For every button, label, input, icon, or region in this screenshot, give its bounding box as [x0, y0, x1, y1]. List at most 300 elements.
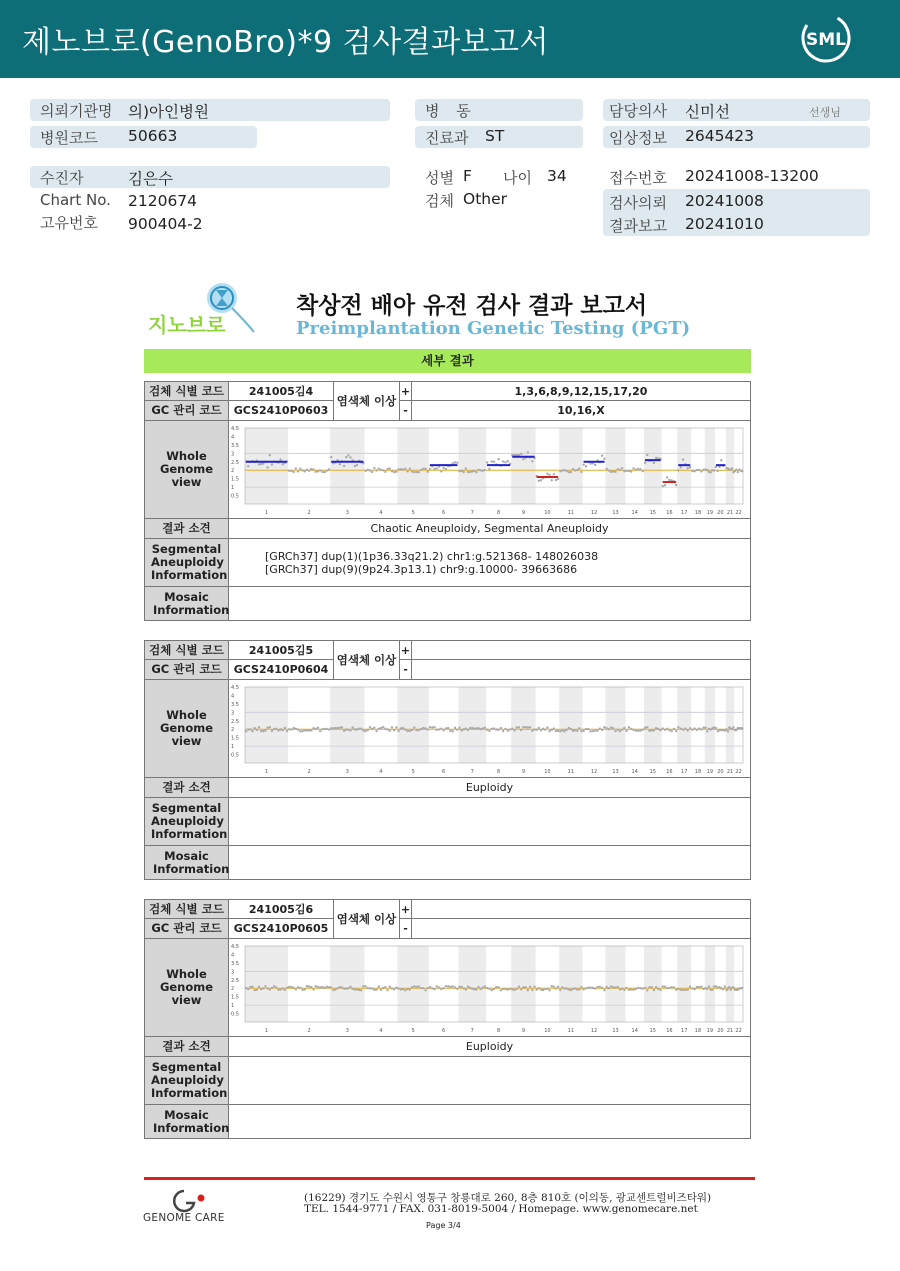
copy-number-point — [286, 986, 288, 988]
copy-number-point — [557, 729, 559, 731]
copy-number-point — [555, 729, 557, 731]
copy-number-point — [639, 729, 641, 731]
copy-number-point — [391, 470, 393, 472]
x-tick-label: 1 — [264, 1027, 269, 1034]
copy-number-point — [299, 986, 301, 988]
copy-number-point — [520, 452, 522, 454]
copy-number-point — [486, 461, 488, 463]
copy-number-point — [418, 985, 420, 987]
copy-number-point — [315, 470, 317, 472]
copy-number-point — [321, 985, 323, 987]
gain-chromosomes — [412, 641, 751, 660]
copy-number-point — [345, 987, 347, 989]
copy-number-point — [578, 727, 580, 729]
receipt-label: 접수번호 — [609, 169, 667, 187]
copy-number-point — [610, 726, 612, 728]
copy-number-point — [362, 729, 364, 731]
gc-code-label: GC 관리 코드 — [145, 401, 229, 421]
copy-number-point — [341, 726, 343, 728]
copy-number-point — [406, 729, 408, 731]
pgt-title-korean: 착상전 배아 유전 검사 결과 보고서 — [296, 293, 648, 319]
sample-id-label: 검체 식별 코드 — [145, 641, 229, 660]
copy-number-point — [589, 986, 591, 988]
copy-number-point — [653, 461, 655, 463]
sml-logo — [800, 12, 852, 64]
copy-number-point — [677, 987, 679, 989]
copy-number-point — [621, 728, 623, 730]
copy-number-point — [395, 726, 397, 728]
copy-number-point — [664, 728, 666, 730]
copy-number-point — [651, 729, 653, 731]
copy-number-point — [706, 469, 708, 471]
copy-number-point — [271, 986, 273, 988]
gc-code-label: GC 관리 코드 — [145, 660, 229, 680]
y-tick-label: 4 — [231, 692, 235, 699]
copy-number-point — [304, 988, 306, 990]
copy-number-point — [546, 472, 548, 474]
x-tick-label: 19 — [706, 768, 714, 775]
copy-number-point — [295, 467, 297, 469]
copy-number-point — [482, 727, 484, 729]
x-tick-label: 8 — [496, 1027, 501, 1034]
copy-number-point — [347, 728, 349, 730]
copy-number-point — [477, 985, 479, 987]
copy-number-point — [330, 727, 332, 729]
copy-number-point — [411, 728, 413, 730]
y-tick-label: 3 — [231, 968, 235, 975]
copy-number-point — [504, 987, 506, 989]
svg-text:SML: SML — [806, 30, 846, 50]
copy-number-point — [279, 988, 281, 990]
x-tick-label: 20 — [717, 509, 724, 516]
copy-number-point — [495, 728, 497, 730]
copy-number-point — [351, 726, 353, 728]
copy-number-point — [646, 989, 648, 991]
y-tick-label: 1 — [231, 743, 235, 750]
x-tick-label: 21 — [726, 768, 734, 775]
minus-sign: - — [400, 401, 412, 421]
whole-genome-label: Whole Genome view — [145, 680, 229, 778]
copy-number-point — [666, 987, 668, 989]
copy-number-point — [544, 728, 546, 730]
copy-number-point — [275, 727, 277, 729]
copy-number-point — [317, 986, 319, 988]
copy-number-point — [290, 469, 292, 471]
copy-number-point — [725, 728, 727, 730]
copy-number-point — [570, 470, 572, 472]
chromosome-band — [677, 687, 691, 763]
copy-number-point — [447, 726, 449, 728]
copy-number-point — [262, 462, 264, 464]
copy-number-point — [375, 469, 377, 471]
y-tick-label: 3.5 — [231, 960, 239, 967]
copy-number-point — [449, 985, 451, 987]
copy-number-point — [356, 463, 358, 465]
copy-number-point — [608, 986, 610, 988]
copy-number-point — [386, 728, 388, 730]
copy-number-point — [402, 987, 404, 989]
copy-number-point — [424, 727, 426, 729]
copy-number-point — [431, 726, 433, 728]
copy-number-point — [644, 461, 646, 463]
copy-number-point — [445, 984, 447, 986]
segmental-value — [229, 539, 751, 587]
copy-number-point — [596, 985, 598, 987]
copy-number-point — [493, 987, 495, 989]
copy-number-point — [490, 988, 492, 990]
copy-number-point — [653, 729, 655, 731]
copy-number-point — [619, 988, 621, 990]
copy-number-point — [529, 985, 531, 987]
copy-number-point — [328, 728, 330, 730]
copy-number-point — [429, 985, 431, 987]
copy-number-point — [404, 728, 406, 730]
x-tick-label: 1 — [264, 768, 269, 775]
copy-number-point — [442, 466, 444, 468]
mosaic-value — [229, 846, 751, 880]
copy-number-point — [310, 985, 312, 987]
copy-number-point — [479, 987, 481, 989]
chromosome-band — [458, 687, 486, 763]
copy-number-point — [687, 729, 689, 731]
copy-number-point — [642, 469, 644, 471]
copy-number-point — [619, 729, 621, 731]
copy-number-point — [477, 726, 479, 728]
copy-number-point — [664, 985, 666, 987]
y-tick-label: 3 — [231, 450, 235, 457]
copy-number-point — [668, 728, 670, 730]
copy-number-point — [608, 469, 610, 471]
copy-number-point — [471, 470, 473, 472]
copy-number-point — [369, 469, 371, 471]
sample-id-value: 241005김4 — [229, 382, 334, 401]
sex-label: 성별 — [425, 169, 454, 187]
copy-number-point — [427, 728, 429, 730]
chromosome-band — [644, 428, 662, 504]
copy-number-point — [456, 728, 458, 730]
chromosome-band — [606, 946, 626, 1022]
copy-number-point — [288, 469, 290, 471]
copy-number-point — [653, 988, 655, 990]
copy-number-point — [635, 729, 637, 731]
copy-number-point — [682, 458, 684, 460]
chromosome-band — [458, 946, 486, 1022]
doctor-value: 신미선 — [685, 103, 730, 121]
copy-number-point — [497, 986, 499, 988]
chromosome-band — [511, 428, 535, 504]
copy-number-point — [458, 726, 460, 728]
copy-number-point — [251, 729, 253, 731]
copy-number-point — [454, 986, 456, 988]
copy-number-point — [343, 464, 345, 466]
copy-number-point — [664, 483, 666, 485]
copy-number-point — [465, 467, 467, 469]
copy-number-point — [452, 985, 454, 987]
copy-number-point — [445, 727, 447, 729]
x-tick-label: 17 — [681, 1027, 688, 1034]
copy-number-point — [715, 465, 717, 467]
copy-number-point — [612, 470, 614, 472]
copy-number-point — [465, 988, 467, 990]
copy-number-point — [689, 466, 691, 468]
copy-number-point — [682, 988, 684, 990]
chromosome-band — [606, 428, 626, 504]
copy-number-point — [655, 726, 657, 728]
copy-number-point — [680, 988, 682, 990]
x-tick-label: 8 — [496, 768, 501, 775]
copy-number-point — [574, 729, 576, 731]
copy-number-point — [367, 728, 369, 730]
copy-number-point — [411, 470, 413, 472]
copy-number-point — [356, 988, 358, 990]
copy-number-point — [406, 470, 408, 472]
copy-number-point — [610, 470, 612, 472]
copy-number-point — [580, 470, 582, 472]
copy-number-point — [369, 726, 371, 728]
x-tick-label: 16 — [666, 509, 673, 516]
copy-number-point — [400, 468, 402, 470]
report-header — [0, 0, 900, 78]
copy-number-point — [336, 726, 338, 728]
page-number: Page 3/4 — [426, 1221, 461, 1230]
x-tick-label: 13 — [612, 1027, 619, 1034]
copy-number-point — [356, 728, 358, 730]
copy-number-point — [484, 726, 486, 728]
copy-number-point — [467, 728, 469, 730]
loss-chromosomes — [412, 660, 751, 680]
copy-number-point — [288, 728, 290, 730]
copy-number-point — [662, 485, 664, 487]
copy-number-point — [384, 470, 386, 472]
dept-label: 진료과 — [425, 129, 469, 147]
copy-number-point — [691, 987, 693, 989]
copy-number-point — [389, 729, 391, 731]
copy-number-point — [708, 985, 710, 987]
copy-number-point — [612, 986, 614, 988]
copy-number-point — [269, 988, 271, 990]
copy-number-point — [550, 985, 552, 987]
clinical-label: 임상정보 — [609, 129, 667, 147]
doctor-suffix: 선생님 — [809, 106, 841, 119]
copy-number-point — [295, 727, 297, 729]
copy-number-point — [619, 468, 621, 470]
chromosome-band — [705, 687, 715, 763]
copy-number-point — [677, 469, 679, 471]
copy-number-point — [557, 477, 559, 479]
x-tick-label: 13 — [612, 768, 619, 775]
copy-number-point — [642, 728, 644, 730]
x-tick-label: 6 — [442, 768, 446, 775]
copy-number-point — [589, 730, 591, 732]
copy-number-point — [479, 469, 481, 471]
copy-number-point — [249, 985, 251, 987]
copy-number-point — [507, 459, 509, 461]
copy-number-point — [550, 728, 552, 730]
copy-number-point — [666, 727, 668, 729]
copy-number-point — [473, 469, 475, 471]
copy-number-point — [266, 726, 268, 728]
copy-number-point — [308, 985, 310, 987]
chromosome-band — [644, 687, 662, 763]
copy-number-point — [684, 988, 686, 990]
copy-number-point — [371, 470, 373, 472]
copy-number-point — [614, 470, 616, 472]
copy-number-point — [540, 479, 542, 481]
copy-number-point — [326, 469, 328, 471]
request-value: 20241008 — [685, 192, 764, 210]
copy-number-point — [628, 988, 630, 990]
copy-number-point — [323, 986, 325, 988]
x-tick-label: 21 — [726, 509, 734, 516]
chromosome-band — [397, 428, 428, 504]
x-tick-label: 10 — [544, 768, 551, 775]
copy-number-point — [488, 729, 490, 731]
copy-number-point — [662, 727, 664, 729]
x-tick-label: 12 — [590, 509, 598, 516]
copy-number-point — [315, 985, 317, 987]
copy-number-point — [592, 986, 594, 988]
y-tick-label: 2.5 — [231, 977, 239, 984]
copy-number-point — [402, 726, 404, 728]
chart-no-label: Chart No. — [40, 191, 111, 209]
copy-number-point — [339, 462, 341, 464]
copy-number-point — [662, 985, 664, 987]
copy-number-point — [404, 989, 406, 991]
copy-number-point — [675, 729, 677, 731]
copy-number-point — [295, 988, 297, 990]
copy-number-point — [553, 727, 555, 729]
x-tick-label: 15 — [649, 1027, 657, 1034]
copy-number-point — [471, 987, 473, 989]
copy-number-point — [509, 987, 511, 989]
copy-number-point — [349, 729, 351, 731]
copy-number-point — [310, 729, 312, 731]
sex-value: F — [463, 167, 472, 185]
copy-number-point — [286, 729, 288, 731]
copy-number-point — [297, 728, 299, 730]
copy-number-point — [732, 986, 734, 988]
copy-number-point — [463, 987, 465, 989]
copy-number-point — [264, 729, 266, 731]
copy-number-point — [475, 727, 477, 729]
copy-number-point — [691, 728, 693, 730]
copy-number-point — [559, 730, 561, 732]
copy-number-point — [568, 471, 570, 473]
copy-number-point — [279, 458, 281, 460]
copy-number-point — [544, 987, 546, 989]
copy-number-point — [354, 464, 356, 466]
copy-number-point — [585, 465, 587, 467]
gc-code-label: GC 관리 코드 — [145, 919, 229, 939]
copy-number-point — [345, 455, 347, 457]
copy-number-point — [424, 989, 426, 991]
sample-id-value: 241005김5 — [229, 641, 334, 660]
request-label: 검사의뢰 — [609, 194, 667, 212]
copy-number-point — [469, 726, 471, 728]
y-tick-label: 2 — [231, 985, 235, 992]
copy-number-point — [341, 986, 343, 988]
copy-number-point — [473, 727, 475, 729]
copy-number-point — [386, 467, 388, 469]
copy-number-point — [642, 987, 644, 989]
copy-number-point — [516, 987, 518, 989]
copy-number-point — [330, 986, 332, 988]
chromosome-band — [330, 946, 364, 1022]
copy-number-point — [675, 483, 677, 485]
copy-number-point — [438, 728, 440, 730]
copy-number-point — [570, 727, 572, 729]
copy-number-point — [561, 469, 563, 471]
segmental-line-1: [GRCh37] dup(1)(1p36.33q21.2) chr1:g.521368- 148026038 — [265, 549, 599, 563]
genome-chart — [229, 940, 750, 1036]
copy-number-point — [563, 987, 565, 989]
footer-contact: TEL. 1544-9771 / FAX. 031-8019-5004 / Homepage. www.genomecare.net — [304, 1203, 698, 1215]
copy-number-point — [524, 725, 526, 727]
copy-number-point — [493, 727, 495, 729]
copy-number-point — [369, 987, 371, 989]
copy-number-point — [574, 469, 576, 471]
copy-number-point — [312, 727, 314, 729]
copy-number-point — [614, 729, 616, 731]
copy-number-point — [364, 985, 366, 987]
copy-number-point — [559, 470, 561, 472]
copy-number-point — [700, 985, 702, 987]
copy-number-point — [553, 472, 555, 474]
copy-number-point — [687, 466, 689, 468]
copy-number-point — [427, 987, 429, 989]
copy-number-point — [375, 988, 377, 990]
copy-number-point — [247, 465, 249, 467]
copy-number-point — [580, 985, 582, 987]
copy-number-point — [364, 469, 366, 471]
x-tick-label: 2 — [307, 768, 311, 775]
x-tick-label: 4 — [379, 768, 383, 775]
copy-number-point — [659, 728, 661, 730]
x-tick-label: 7 — [470, 768, 474, 775]
chromosome-band — [397, 946, 428, 1022]
report-title: 제노브로(GenoBro)*9 검사결과보고서 — [22, 25, 549, 60]
section-title: 세부 결과 — [144, 349, 751, 373]
copy-number-point — [323, 470, 325, 472]
copy-number-point — [732, 726, 734, 728]
copy-number-point — [635, 987, 637, 989]
copy-number-point — [277, 729, 279, 731]
result-label: 결과 소견 — [145, 1037, 229, 1057]
copy-number-point — [284, 988, 286, 990]
copy-number-point — [696, 985, 698, 987]
copy-number-point — [689, 985, 691, 987]
x-tick-label: 19 — [706, 1027, 714, 1034]
copy-number-point — [540, 988, 542, 990]
copy-number-point — [689, 727, 691, 729]
chromosome-band — [726, 687, 734, 763]
copy-number-point — [576, 468, 578, 470]
y-tick-label: 2.5 — [231, 718, 239, 725]
copy-number-point — [429, 725, 431, 727]
genome-chart — [229, 422, 750, 518]
copy-number-point — [687, 988, 689, 990]
copy-number-point — [504, 727, 506, 729]
copy-number-point — [548, 730, 550, 732]
copy-number-point — [393, 471, 395, 473]
copy-number-point — [321, 470, 323, 472]
copy-number-point — [651, 986, 653, 988]
copy-number-point — [384, 727, 386, 729]
gc-code-value: GCS2410P0604 — [229, 660, 334, 680]
copy-number-point — [691, 469, 693, 471]
copy-number-point — [535, 728, 537, 730]
copy-number-point — [548, 473, 550, 475]
